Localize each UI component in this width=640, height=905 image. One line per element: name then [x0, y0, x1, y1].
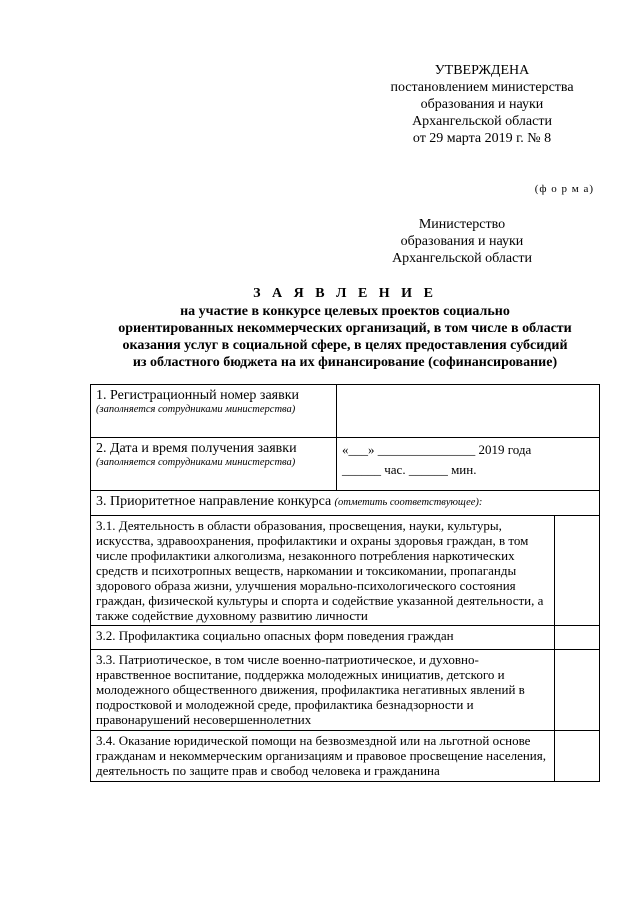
- recipient-line-3: Архангельской области: [392, 251, 532, 266]
- recipient-block: [372, 216, 552, 267]
- priority-direction-label: 3. Приоритетное направление конкурса: [96, 494, 332, 509]
- priority-direction-header: [91, 491, 600, 516]
- title-main: З А Я В Л Е Н И Е: [253, 286, 437, 301]
- registration-number-note: (заполняется сотрудниками министерства): [96, 404, 296, 415]
- direction-3-1-text: 3.1. Деятельность в области образования, просвещения, науки, культуры, искусства, здравоохранения, профилактики и охраны здоровья граждан, в том числе профилактики алкоголизма, незаконного потребления наркотических средств и психотропных веществ, наркомании и токсикомании, пропаганды здорового образа жизни, улучшения морально-психологического состояния граждан, физической культуры и спорта и содействие указанной деятельности, а также содействие духовному развитию личности: [91, 516, 555, 626]
- recipient-line-2: образования и науки: [400, 234, 524, 249]
- received-datetime-note: (заполняется сотрудниками министерства): [96, 457, 296, 468]
- form-label: (ф о р м а): [534, 183, 594, 195]
- title-line-1: на участие в конкурсе целевых проектов социально: [180, 304, 510, 319]
- document-title: [90, 285, 600, 371]
- direction-row-3-4: [91, 731, 600, 782]
- direction-row-3-2: [91, 626, 600, 650]
- registration-number-field[interactable]: [337, 385, 600, 438]
- recipient-line-1: Министерство: [418, 217, 506, 232]
- registration-number-label-cell: [91, 385, 337, 438]
- direction-3-3-text: 3.3. Патриотическое, в том числе военно-патриотическое, и духовно-нравственное воспитание, поддержка молодежных инициатив, детского и молодежного общественного движения, профилактика негативных явлений в подростковой и молодежной среде, профилактика безнадзорности и правонарушений несовершеннолетних: [91, 650, 555, 731]
- direction-3-4-checkbox[interactable]: [555, 731, 600, 782]
- received-date-line[interactable]: «___» _______________ 2019 года: [342, 442, 532, 457]
- approval-line-3: образования и науки: [420, 97, 544, 112]
- row-priority-direction-header: [91, 491, 600, 516]
- approval-line-1: УТВЕРЖДЕНА: [434, 63, 530, 78]
- approval-line-4: Архангельской области: [412, 114, 552, 129]
- received-datetime-label-cell: [91, 438, 337, 491]
- row-registration-number: [91, 385, 600, 438]
- direction-3-3-checkbox[interactable]: [555, 650, 600, 731]
- received-time-line[interactable]: ______ час. ______ мин.: [342, 462, 477, 477]
- row-received-datetime: [91, 438, 600, 491]
- approval-stamp: [372, 62, 592, 147]
- title-line-2: ориентированных некоммерческих организаций, в том числе в области: [118, 321, 572, 336]
- title-line-4: из областного бюджета на их финансирование (софинансирование): [132, 355, 558, 370]
- direction-row-3-1: [91, 516, 600, 626]
- application-form-table: [90, 384, 600, 782]
- direction-3-2-text: 3.2. Профилактика социально опасных форм поведения граждан: [91, 626, 555, 650]
- direction-3-2-checkbox[interactable]: [555, 626, 600, 650]
- registration-number-label: 1. Регистрационный номер заявки: [96, 388, 300, 403]
- direction-3-4-text: 3.4. Оказание юридической помощи на безвозмездной или на льготной основе гражданам и некоммерческим организациям и правовое просвещение населения, деятельность по защите прав и свобод человека и гражданина: [91, 731, 555, 782]
- priority-direction-note: (отметить соответствующее):: [334, 497, 483, 508]
- direction-row-3-3: [91, 650, 600, 731]
- approval-line-5: от 29 марта 2019 г. № 8: [412, 131, 552, 146]
- received-datetime-field[interactable]: [337, 438, 600, 491]
- received-datetime-label: 2. Дата и время получения заявки: [96, 441, 297, 456]
- approval-line-2: постановлением министерства: [390, 80, 574, 95]
- title-line-3: оказания услуг в социальной сфере, в целях предоставления субсидий: [122, 338, 568, 353]
- direction-3-1-checkbox[interactable]: [555, 516, 600, 626]
